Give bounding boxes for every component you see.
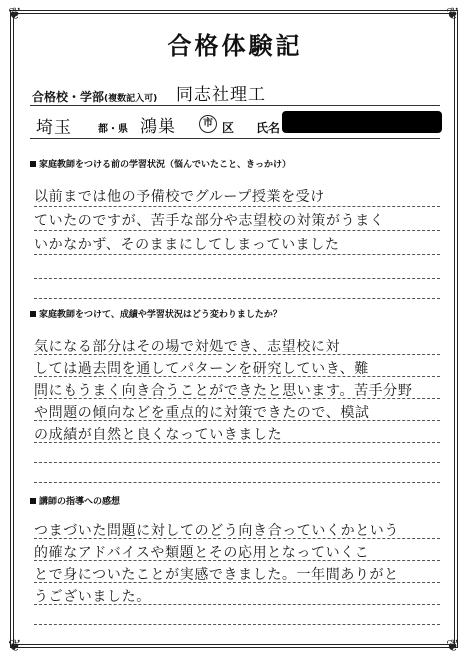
answer-line: の成績が自然と良くなっていきました [34,427,283,443]
answer-line: うございました。 [34,589,151,605]
school-value: 同志社理工 [176,85,266,105]
ruled-line [34,254,440,255]
answer-line: 問にもうまく向き合うことができたと思います。苦手分野 [34,383,413,399]
ruled-line [34,398,440,399]
answer-line: 的確なアドバイスや類題とその応用となっていくこ [34,545,370,561]
city-value: 鴻巣 [140,117,176,137]
ruled-line [34,482,440,483]
ruled-line [34,354,440,355]
page-title: 合格体験記 [167,32,303,60]
corner-ornament-icon: ❦ [446,4,460,23]
ward-label: 区 [222,121,235,135]
ruled-line [34,420,440,421]
ruled-line [34,230,440,231]
redacted-name [282,111,442,133]
prefecture-value: 埼玉 [36,118,72,138]
underline [30,138,440,139]
answer-line: とで身についたことが実感できました。一年間ありがと [34,567,399,583]
name-label: 氏名 [256,121,281,135]
city-mark: 市 [199,115,217,133]
answer-box-feedback [34,518,440,638]
square-bullet-icon [30,311,36,317]
ruled-line [34,442,440,443]
answer-line: ていたのですが、苦手な部分や志望校の対策がうまく [34,213,385,229]
corner-ornament-icon: ❦ [446,636,460,655]
answer-line: 気になる部分はその場で対処でき、志望校に対 [34,339,341,355]
answer-line: 以前までは他の予備校でグループ授業を受け [34,189,325,205]
ruled-line [34,206,440,207]
corner-ornament-icon: ❦ [8,636,22,655]
answer-line: しては過去問を通してパターンを研究していき、難 [34,361,369,377]
ruled-line [34,560,440,561]
ruled-line [34,538,440,539]
answer-box-before [34,180,440,300]
question-heading-after: 家庭教師をつけて、成績や学習状況はどう変わりましたか？ [30,307,282,320]
answer-line: つまづいた問題に対してのどう向き合っていくかという [34,523,399,539]
question-heading-feedback: 講師の指導への感想 [30,494,120,507]
square-bullet-icon [30,161,36,167]
ruled-line [34,376,440,377]
ruled-line [34,582,440,583]
prefecture-label: 都・県 [98,124,128,135]
question-heading-before: 家庭教師をつける前の学習状況（悩んでいたこと、きっかけ） [30,157,291,170]
square-bullet-icon [30,498,36,504]
ruled-line [34,298,440,299]
school-label: 合格校・学部(複数記入可) [32,90,158,104]
answer-line: や問題の傾向などを重点的に対策できたので、模試 [34,405,370,421]
underline [30,105,440,106]
answer-line: いかなかず、そのままにしてしまっていました [34,237,340,253]
ruled-line [34,624,440,625]
ruled-line [34,278,440,279]
ruled-line [34,462,440,463]
answer-box-after [34,332,440,482]
ruled-line [34,604,440,605]
corner-ornament-icon: ❦ [8,4,22,23]
